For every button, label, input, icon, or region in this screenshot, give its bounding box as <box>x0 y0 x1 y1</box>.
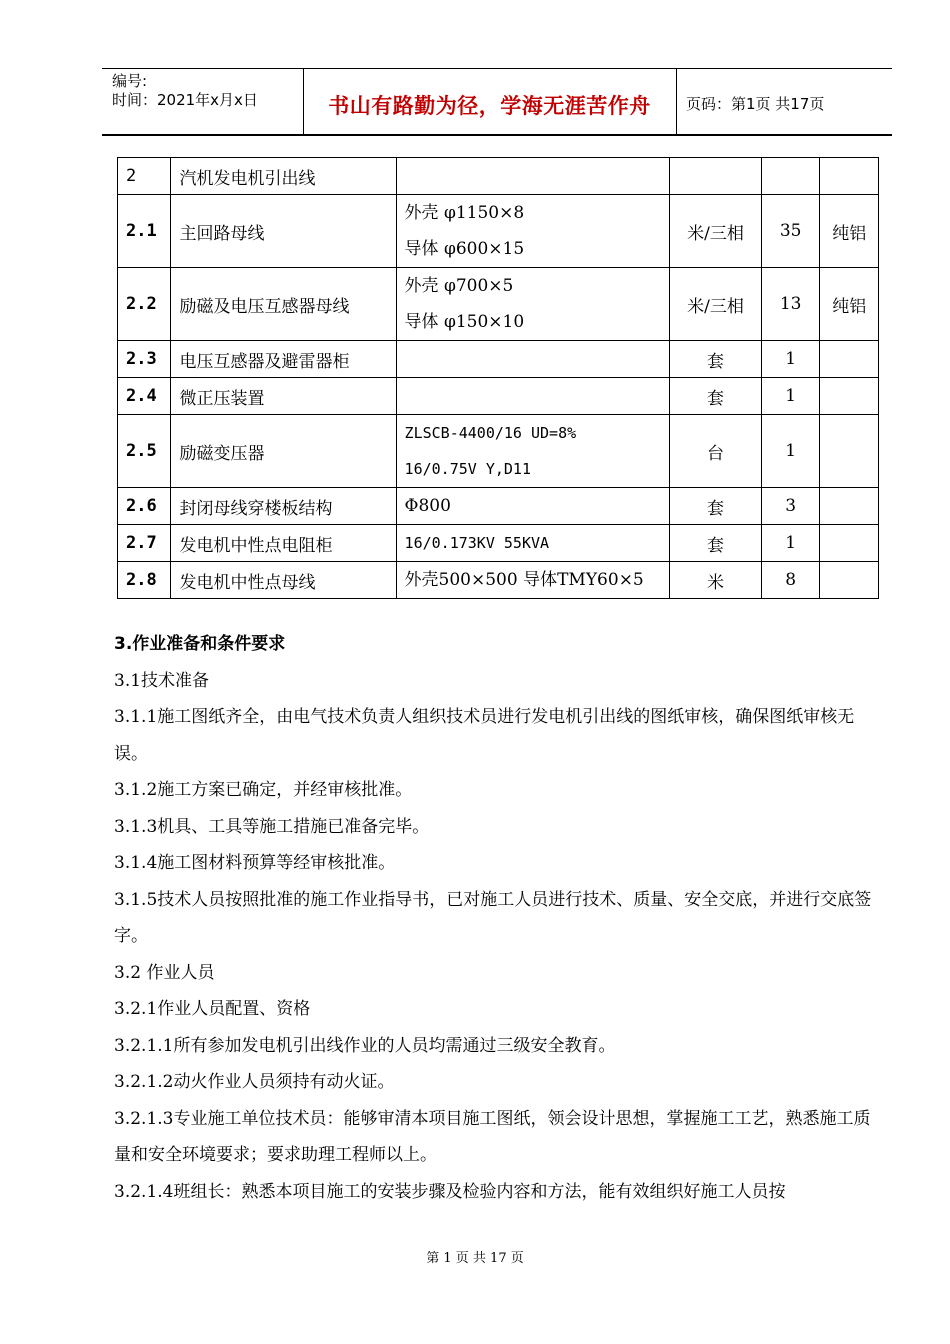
cell-material <box>820 158 879 195</box>
cell-material: 纯铝 <box>820 195 879 268</box>
document-body <box>114 626 878 1210</box>
cell-qty: 1 <box>761 415 820 488</box>
spec-line: 导体 φ150×10 <box>404 312 525 332</box>
cell-name: 励磁变压器 <box>171 415 396 488</box>
cell-qty: 13 <box>761 268 820 341</box>
cell-spec <box>396 378 670 415</box>
cell-material <box>820 525 879 562</box>
cell-unit: 台 <box>670 415 762 488</box>
cell-no: 2.1 <box>118 195 171 268</box>
paragraph: 3.1.4施工图材料预算等经审核批准。 <box>114 853 396 873</box>
table-row <box>118 158 879 195</box>
table-body <box>118 158 879 599</box>
paragraph: 3.1.1施工图纸齐全，由电气技术负责人组织技术员进行发电机引出线的图纸审核，确保图纸审核无误。 <box>114 707 855 764</box>
cell-spec: 16/0.173KV 55KVA <box>396 525 670 562</box>
cell-unit: 套 <box>670 378 762 415</box>
cell-no: 2.2 <box>118 268 171 341</box>
header-motto: 书山有路勤为径，学海无涯苦作舟 <box>328 94 651 118</box>
header-divider <box>676 68 677 136</box>
table-row <box>118 378 879 415</box>
table-row <box>118 525 879 562</box>
page-header <box>102 68 892 136</box>
cell-name: 微正压装置 <box>171 378 396 415</box>
header-top-rule <box>102 68 892 69</box>
cell-material <box>820 488 879 525</box>
table-row <box>118 341 879 378</box>
header-meta <box>112 72 258 110</box>
table-row <box>118 415 879 488</box>
cell-name: 汽机发电机引出线 <box>171 158 396 195</box>
header-bottom-rule <box>102 134 892 136</box>
cell-unit: 套 <box>670 488 762 525</box>
cell-qty: 1 <box>761 341 820 378</box>
table-row <box>118 268 879 341</box>
cell-material <box>820 341 879 378</box>
cell-name: 电压互感器及避雷器柜 <box>171 341 396 378</box>
cell-material: 纯铝 <box>820 268 879 341</box>
cell-material <box>820 378 879 415</box>
cell-unit <box>670 158 762 195</box>
cell-spec: Φ800 <box>396 488 670 525</box>
spec-line: 外壳 φ700×5 <box>404 276 514 296</box>
cell-name: 发电机中性点电阻柜 <box>171 525 396 562</box>
cell-material <box>820 562 879 599</box>
cell-qty: 1 <box>761 525 820 562</box>
cell-no: 2.3 <box>118 341 171 378</box>
section-heading: 3.作业准备和条件要求 <box>114 634 286 654</box>
paragraph: 3.1.5技术人员按照批准的施工作业指导书，已对施工人员进行技术、质量、安全交底，并进行交底签字。 <box>114 889 872 946</box>
paragraph: 3.2.1.3专业施工单位技术员：能够审清本项目施工图纸，领会设计思想，掌握施工工艺，熟悉施工质量和安全环境要求；要求助理工程师以上。 <box>114 1108 871 1165</box>
paragraph: 3.2.1.4班组长：熟悉本项目施工的安装步骤及检验内容和方法，能有效组织好施工人员按 <box>114 1181 786 1202</box>
cell-no: 2 <box>118 158 171 195</box>
cell-name: 励磁及电压互感器母线 <box>171 268 396 341</box>
equipment-table <box>117 157 879 599</box>
cell-material <box>820 415 879 488</box>
spec-line: 16/0.75V Y,D11 <box>404 460 531 478</box>
cell-qty <box>761 158 820 195</box>
cell-spec <box>396 195 670 268</box>
cell-spec <box>396 268 670 341</box>
cell-name: 封闭母线穿楼板结构 <box>171 488 396 525</box>
cell-unit: 套 <box>670 525 762 562</box>
cell-no: 2.8 <box>118 562 171 599</box>
cell-unit: 套 <box>670 341 762 378</box>
cell-name: 发电机中性点母线 <box>171 562 396 599</box>
cell-spec: 外壳500×500 导体TMY60×5 <box>396 562 670 599</box>
spec-line: ZLSCB-4400/16 UD=8% <box>404 424 577 442</box>
paragraph: 3.1.2施工方案已确定，并经审核批准。 <box>114 780 413 800</box>
table-row <box>118 488 879 525</box>
cell-spec <box>396 158 670 195</box>
paragraph: 3.1技术准备 <box>114 670 210 691</box>
table-row <box>118 562 879 599</box>
cell-name: 主回路母线 <box>171 195 396 268</box>
spec-line: 外壳 φ1150×8 <box>404 203 525 223</box>
cell-no: 2.7 <box>118 525 171 562</box>
paragraph: 3.1.3机具、工具等施工措施已准备完毕。 <box>114 816 430 837</box>
cell-qty: 8 <box>761 562 820 599</box>
cell-no: 2.5 <box>118 415 171 488</box>
spec-line: 导体 φ600×15 <box>404 239 525 259</box>
cell-qty: 3 <box>761 488 820 525</box>
number-label: 编号: <box>112 72 148 90</box>
page-footer: 第 1 页 共 17 页 <box>426 1251 524 1266</box>
cell-no: 2.6 <box>118 488 171 525</box>
cell-no: 2.4 <box>118 378 171 415</box>
paragraph: 3.2.1.2动火作业人员须持有动火证。 <box>114 1072 395 1092</box>
cell-spec <box>396 415 670 488</box>
paragraph: 3.2.1.1所有参加发电机引出线作业的人员均需通过三级安全教育。 <box>114 1035 616 1056</box>
header-page-info: 页码：第1页 共17页 <box>686 95 825 113</box>
cell-unit: 米/三相 <box>670 268 762 341</box>
cell-spec <box>396 341 670 378</box>
cell-unit: 米 <box>670 562 762 599</box>
cell-unit: 米/三相 <box>670 195 762 268</box>
paragraph: 3.2.1作业人员配置、资格 <box>114 999 311 1019</box>
table-row <box>118 195 879 268</box>
time-label: 时间：2021年x月x日 <box>112 91 258 109</box>
cell-qty: 35 <box>761 195 820 268</box>
cell-qty: 1 <box>761 378 820 415</box>
paragraph: 3.2 作业人员 <box>114 962 215 983</box>
